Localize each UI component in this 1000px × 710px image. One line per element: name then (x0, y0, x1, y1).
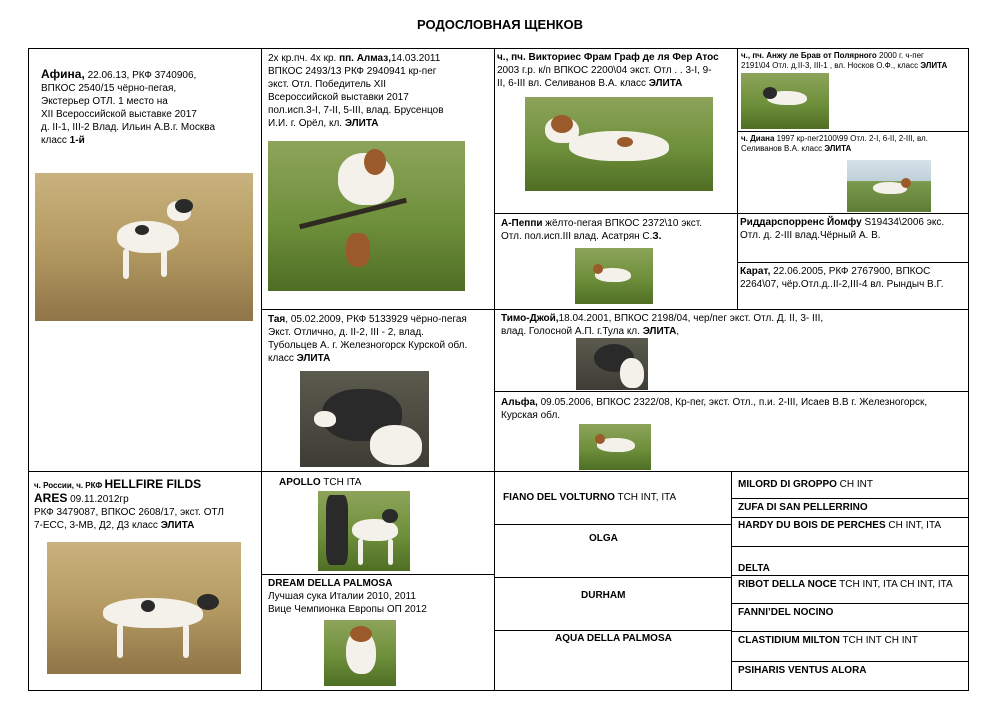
riddar-text: Риддарспорренс Йомфу S19434\2006 экс. Отл. д. 2-III влад.Чёрный А. В. (740, 217, 945, 241)
afina-name: Афина, (41, 67, 85, 81)
dream-name: DREAM DELLA PALMOSA (268, 578, 393, 589)
taya-name: Тая (268, 314, 286, 325)
diana-photo (847, 160, 931, 212)
ares-name: HELLFIRE FILDS (104, 477, 202, 491)
afina-text: Афина, 22.06.13, РКФ 3740906, ВПКОС 2540/15 чёрно-пегая, Экстерьер ОТЛ. 1 место на XII Всероссийской выставке 2017 д. II-1, III-2 Влад. Ильин А.В.г. Москва класс 1-й (41, 67, 215, 146)
fiano-text: FIANO DEL VOLTURNO TCH INT, ITA (503, 492, 677, 503)
cell-anzhu (737, 48, 969, 132)
clastidium-name: CLASTIDIUM MILTON (738, 635, 840, 646)
psiharis-name: PSIHARIS VENTUS ALORA (738, 665, 867, 676)
cell-timo (494, 309, 969, 392)
page-title: РОДОСЛОВНАЯ ЩЕНКОВ (417, 17, 583, 32)
riddar-name: Риддарспорренс Йомфу (740, 217, 862, 228)
diana-name: ч. Диана (741, 134, 775, 143)
hardy-name: HARDY DU BOIS DE PERCHES (738, 520, 886, 531)
milord-name: MILORD DI GROPPO (738, 479, 837, 490)
almaz-photo (268, 141, 465, 291)
cell-fiano (494, 471, 732, 525)
ares-photo (47, 542, 241, 674)
viktories-name: ч., пч. Викториес Фрам Граф де ля Фер Атос (497, 52, 719, 63)
ares-text: ч. России, ч. РКФ HELLFIRE FILDS ARES 09.11.2012гр РКФ 3479087, ВПКОС 2608/17, экст. ОТЛ 7-ЕСС, 3-МВ, Д2, Д3 класс ЭЛИТА (34, 477, 224, 531)
fiano-name: FIANO DEL VOLTURNO (503, 492, 615, 503)
viktories-photo (525, 97, 713, 191)
cell-olga (494, 524, 732, 578)
apollo-text: APOLLO TCH ITA (279, 477, 362, 488)
cell-zufa (731, 498, 969, 518)
peppi-text: А-Пеппи жёлто-пегая ВПКОС 2372\10 экст. Отл. пол.исп.III влад. Асатрян С.З. (501, 218, 703, 242)
peppi-name: А-Пеппи (501, 218, 543, 229)
cell-delta (731, 546, 969, 576)
peppi-photo (575, 248, 653, 304)
cell-hardy (731, 517, 969, 547)
cell-afina (28, 48, 262, 472)
cell-karat (737, 262, 969, 310)
cell-ribot (731, 575, 969, 604)
durham-name: DURHAM (581, 590, 626, 601)
alfa-photo (579, 424, 651, 470)
almaz-text: 2х кр.пч. 4х кр. пп. Алмаз,14.03.2011 ВПКОС 2493/13 РКФ 2940941 кр-пег экст. Отл. Победитель XII Всероссийской выставки 2017 пол.исп.3-I, 7-II, 5-III, влад. Брусенцов И.И. г. Орёл, кл. ЭЛИТА (268, 53, 444, 129)
viktories-text: ч., пч. Викториес Фрам Граф де ля Фер Атос 2003 г.р. к/п ВПКОС 2200\04 экст. Отл . . 3-I, 9- II, 6-III вл. Селиванов В.А. класс ЭЛИТА (497, 52, 719, 89)
karat-text: Карат, 22.06.2005, РКФ 2767900, ВПКОС 2264\07, чёр.Отл.д..II-2,III-4 вл. Рындыч В.Г. (740, 266, 944, 290)
apollo-photo (318, 491, 410, 571)
taya-photo (300, 371, 429, 467)
ribot-name: RIBOT DELLA NOCE (738, 579, 837, 590)
olga-name: OLGA (589, 533, 618, 544)
fanni-name: FANNI’DEL NOCINO (738, 607, 834, 618)
dream-photo (324, 620, 396, 686)
cell-clastidium (731, 631, 969, 662)
cell-riddar (737, 213, 969, 263)
anzhu-photo (741, 73, 829, 129)
dream-text: DREAM DELLA PALMOSA Лучшая сука Италии 2010, 2011 Вице Чемпионка Европы ОП 2012 (268, 578, 427, 615)
timo-text: Тимо-Джой,18.04.2001, ВПКОС 2198/04, чер/пег экст. Отл. Д. II, 3- III, влад. Голосной А.П. г.Тула кл. ЭЛИТА, (501, 313, 824, 337)
karat-name: Карат, (740, 266, 771, 277)
cell-milord (731, 471, 969, 499)
cell-dream (261, 574, 495, 691)
alfa-text: Альфа, 09.05.2006, ВПКОС 2322/08, Кр-пег, экст. Отл., п.и. 2-III, Исаев В.В г. Железногорск, Курская обл. (501, 397, 928, 421)
timo-photo (576, 338, 648, 390)
anzhu-name: ч., пч. Анжу ле Брав от Полярного (741, 51, 877, 60)
milord-text: MILORD DI GROPPO CH INT (738, 479, 874, 490)
cell-aqua (494, 630, 732, 691)
cell-durham (494, 577, 732, 631)
cell-alfa (494, 391, 969, 472)
cell-taya (261, 309, 495, 472)
zufa-name: ZUFA DI SAN PELLERRINO (738, 502, 868, 513)
almaz-name: пп. Алмаз, (339, 53, 391, 64)
cell-apollo (261, 471, 495, 575)
delta-name: DELTA (738, 563, 770, 574)
cell-ares (28, 471, 262, 691)
cell-viktories (494, 48, 738, 214)
ribot-text: RIBOT DELLA NOCE TCH INT, ITA CH INT, ITA (738, 579, 953, 590)
taya-text: Тая, 05.02.2009, РКФ 5133929 чёрно-пегая Экст. Отлично, д. II-2, III - 2, влад. Тубольцев А. г. Железногорск Курской обл. класс ЭЛИТА (268, 314, 468, 364)
cell-almaz (261, 48, 495, 310)
cell-psiharis (731, 661, 969, 691)
clastidium-text: CLASTIDIUM MILTON TCH INT CH INT (738, 635, 918, 646)
cell-peppi (494, 213, 738, 310)
diana-text: ч. Диана 1997 кр-пег2100\99 Отл. 2-I, 6-II, 2-III, вл. Селиванов В.А. класс ЭЛИТА (741, 134, 928, 153)
aqua-name: AQUA DELLA PALMOSA (555, 633, 672, 644)
afina-photo (35, 173, 253, 321)
hardy-text: HARDY DU BOIS DE PERCHES CH INT, ITA (738, 520, 941, 531)
cell-fanni (731, 603, 969, 632)
timo-name: Тимо-Джой, (501, 313, 559, 324)
apollo-name: APOLLO (279, 477, 321, 488)
anzhu-text: ч., пч. Анжу ле Брав от Полярного 2000 г. ч-пег 2191\04 Отл. д.II-3, III-1 , вл. Носков О.Ф., класс ЭЛИТА (741, 51, 948, 70)
cell-diana (737, 131, 969, 214)
alfa-name: Альфа, (501, 397, 538, 408)
